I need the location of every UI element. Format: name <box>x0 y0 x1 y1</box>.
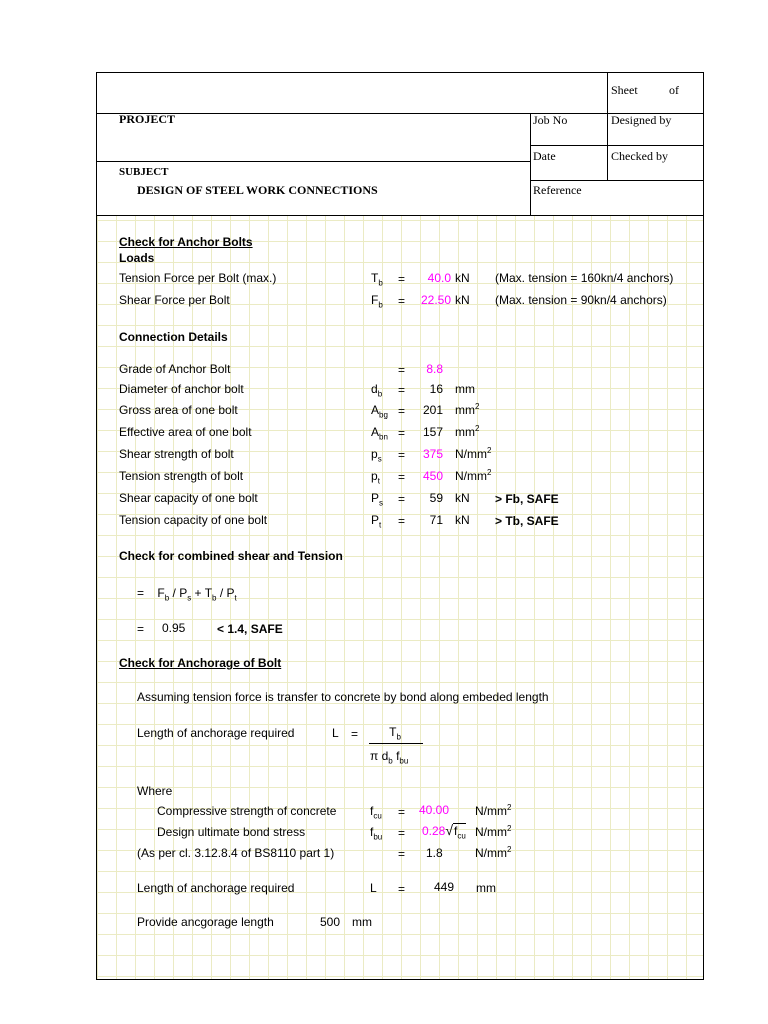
connection-row-symbol: $A_{bg}$ <box>371 403 388 420</box>
connection-row-symbol: $A_{bn}$ <box>371 425 388 442</box>
job-no-label: Job No <box>533 113 568 127</box>
fraction-numerator: $T_b$ <box>389 725 401 742</box>
shear-note: (Max. tension = 90kn/4 anchors) <box>495 293 667 307</box>
equals-sign: = <box>398 882 406 896</box>
provide-length-unit: mm <box>352 915 372 929</box>
connection-row-label: Shear strength of bolt <box>119 447 234 461</box>
equals-sign: = <box>398 805 406 819</box>
connection-row-unit: $N/mm^2$ <box>455 468 492 483</box>
equals-sign: = <box>398 514 406 528</box>
divider <box>530 145 703 146</box>
fbu-value: 1.8 <box>426 846 443 860</box>
fraction-bar <box>369 743 423 744</box>
subject-label: SUBJECT <box>119 166 169 178</box>
calculation-sheet <box>96 72 704 980</box>
combined-check-heading: Check for combined shear and Tension <box>119 549 343 563</box>
length-equals: = <box>351 727 359 741</box>
connection-row-label: Diameter of anchor bolt <box>119 382 244 396</box>
date-label: Date <box>533 149 556 163</box>
connection-row-unit: $mm^2$ <box>455 402 480 417</box>
connection-row-value: 201 <box>422 403 443 417</box>
provide-length-value: 500 <box>320 915 341 929</box>
connection-row-label: Tension strength of bolt <box>119 469 244 483</box>
connection-row-symbol: $P_t$ <box>371 513 382 530</box>
connection-row-unit: kN <box>455 513 470 527</box>
designed-by-label: Designed by <box>611 113 672 127</box>
equals-sign: = <box>398 383 406 397</box>
shear-value: 22.50 <box>420 293 451 307</box>
connection-row-symbol: $P_s$ <box>371 491 384 508</box>
equals-sign: = <box>398 448 406 462</box>
tension-force-label: Tension Force per Bolt (max.) <box>119 271 277 285</box>
tension-unit: kN <box>455 271 470 285</box>
fbu-label: Design ultimate bond stress <box>157 825 306 839</box>
divider <box>530 180 703 181</box>
length-symbol-2: L <box>370 881 377 895</box>
connection-row-check: > Tb, SAFE <box>495 514 559 528</box>
fcu-label: Compressive strength of concrete <box>157 804 337 818</box>
tension-value: 40.0 <box>427 271 451 285</box>
connection-row-unit: $N/mm^2$ <box>455 446 492 461</box>
connection-details-heading: Connection Details <box>119 330 228 344</box>
provide-length-label: Provide ancgorage length <box>137 915 274 929</box>
equals-sign: = <box>398 847 406 861</box>
checked-by-label: Checked by <box>611 149 668 163</box>
title-block <box>97 73 703 216</box>
connection-row-label: Gross area of one bolt <box>119 403 238 417</box>
project-label: PROJECT <box>119 112 176 126</box>
connection-row-unit: mm <box>455 382 475 396</box>
fbu-unit: $N/mm^2$ <box>475 824 512 839</box>
shear-symbol: $F_b$ <box>371 293 383 310</box>
of-label: of <box>669 83 679 97</box>
connection-row-value: 375 <box>422 447 443 461</box>
shear-unit: kN <box>455 293 470 307</box>
fbu-value-unit: $N/mm^2$ <box>475 845 512 860</box>
connection-row-value: 157 <box>422 425 443 439</box>
equals-sign: = <box>398 294 406 308</box>
fbu-symbol: $f_{bu}$ <box>370 825 383 842</box>
anchorage-length-unit: mm <box>476 881 496 895</box>
loads-heading: Loads <box>119 251 155 265</box>
connection-row-unit: $mm^2$ <box>455 424 480 439</box>
fbu-formula: $0.28√f_{cu}$ <box>422 822 466 841</box>
connection-row-label: Grade of Anchor Bolt <box>119 362 231 376</box>
combined-result-eq: = <box>137 622 145 636</box>
equals-sign: = <box>398 492 406 506</box>
fraction-denominator: π $d_b$ $f_{bu}$ <box>370 749 409 766</box>
connection-row-label: Effective area of one bolt <box>119 425 252 439</box>
connection-row-value: 8.8 <box>426 362 443 376</box>
length-symbol: L <box>332 726 339 740</box>
tension-symbol: $T_b$ <box>371 271 383 288</box>
equals-sign: = <box>398 363 406 377</box>
connection-row-unit: kN <box>455 491 470 505</box>
connection-row-check: > Fb, SAFE <box>495 492 559 506</box>
divider <box>530 113 531 215</box>
anchorage-heading: Check for Anchorage of Bolt <box>119 656 282 670</box>
anchorage-assumption: Assuming tension force is transfer to concrete by bond along embeded length <box>137 690 549 704</box>
equals-sign: = <box>398 426 406 440</box>
anchor-bolts-heading: Check for Anchor Bolts <box>119 235 253 249</box>
connection-row-value: 450 <box>422 469 443 483</box>
fcu-symbol: $f_{cu}$ <box>370 804 382 821</box>
where-label: Where <box>137 784 173 798</box>
connection-row-label: Shear capacity of one bolt <box>119 491 258 505</box>
connection-row-value: 71 <box>429 513 443 527</box>
anchorage-length-value: 449 <box>434 880 455 894</box>
equals-sign: = <box>398 404 406 418</box>
combined-result-note: < 1.4, SAFE <box>217 622 283 636</box>
divider <box>607 73 608 181</box>
combined-result-value: 0.95 <box>162 621 186 635</box>
subject-title: DESIGN OF STEEL WORK CONNECTIONS <box>137 183 378 197</box>
connection-row-symbol: $p_t$ <box>371 469 380 486</box>
equals-sign: = <box>398 470 406 484</box>
fcu-value: 40.00 <box>419 803 450 817</box>
connection-row-symbol: $p_s$ <box>371 447 382 464</box>
anchorage-length-label-2: Length of anchorage required <box>137 881 295 895</box>
connection-row-label: Tension capacity of one bolt <box>119 513 268 527</box>
combined-formula: = $F_b / P_s + T_b / P_t$ <box>137 586 237 603</box>
reference-label: Reference <box>533 183 582 197</box>
shear-force-label: Shear Force per Bolt <box>119 293 230 307</box>
sheet-label: Sheet <box>611 83 638 97</box>
fcu-unit: $N/mm^2$ <box>475 803 512 818</box>
code-reference: (As per cl. 3.12.8.4 of BS8110 part 1) <box>137 846 335 860</box>
equals-sign: = <box>398 272 406 286</box>
tension-note: (Max. tension = 160kn/4 anchors) <box>495 271 674 285</box>
connection-row-symbol: $d_b$ <box>371 382 383 399</box>
equals-sign: = <box>398 826 406 840</box>
divider <box>97 161 531 162</box>
anchorage-length-label: Length of anchorage required <box>137 726 295 740</box>
connection-row-value: 16 <box>429 382 443 396</box>
connection-row-value: 59 <box>429 491 443 505</box>
